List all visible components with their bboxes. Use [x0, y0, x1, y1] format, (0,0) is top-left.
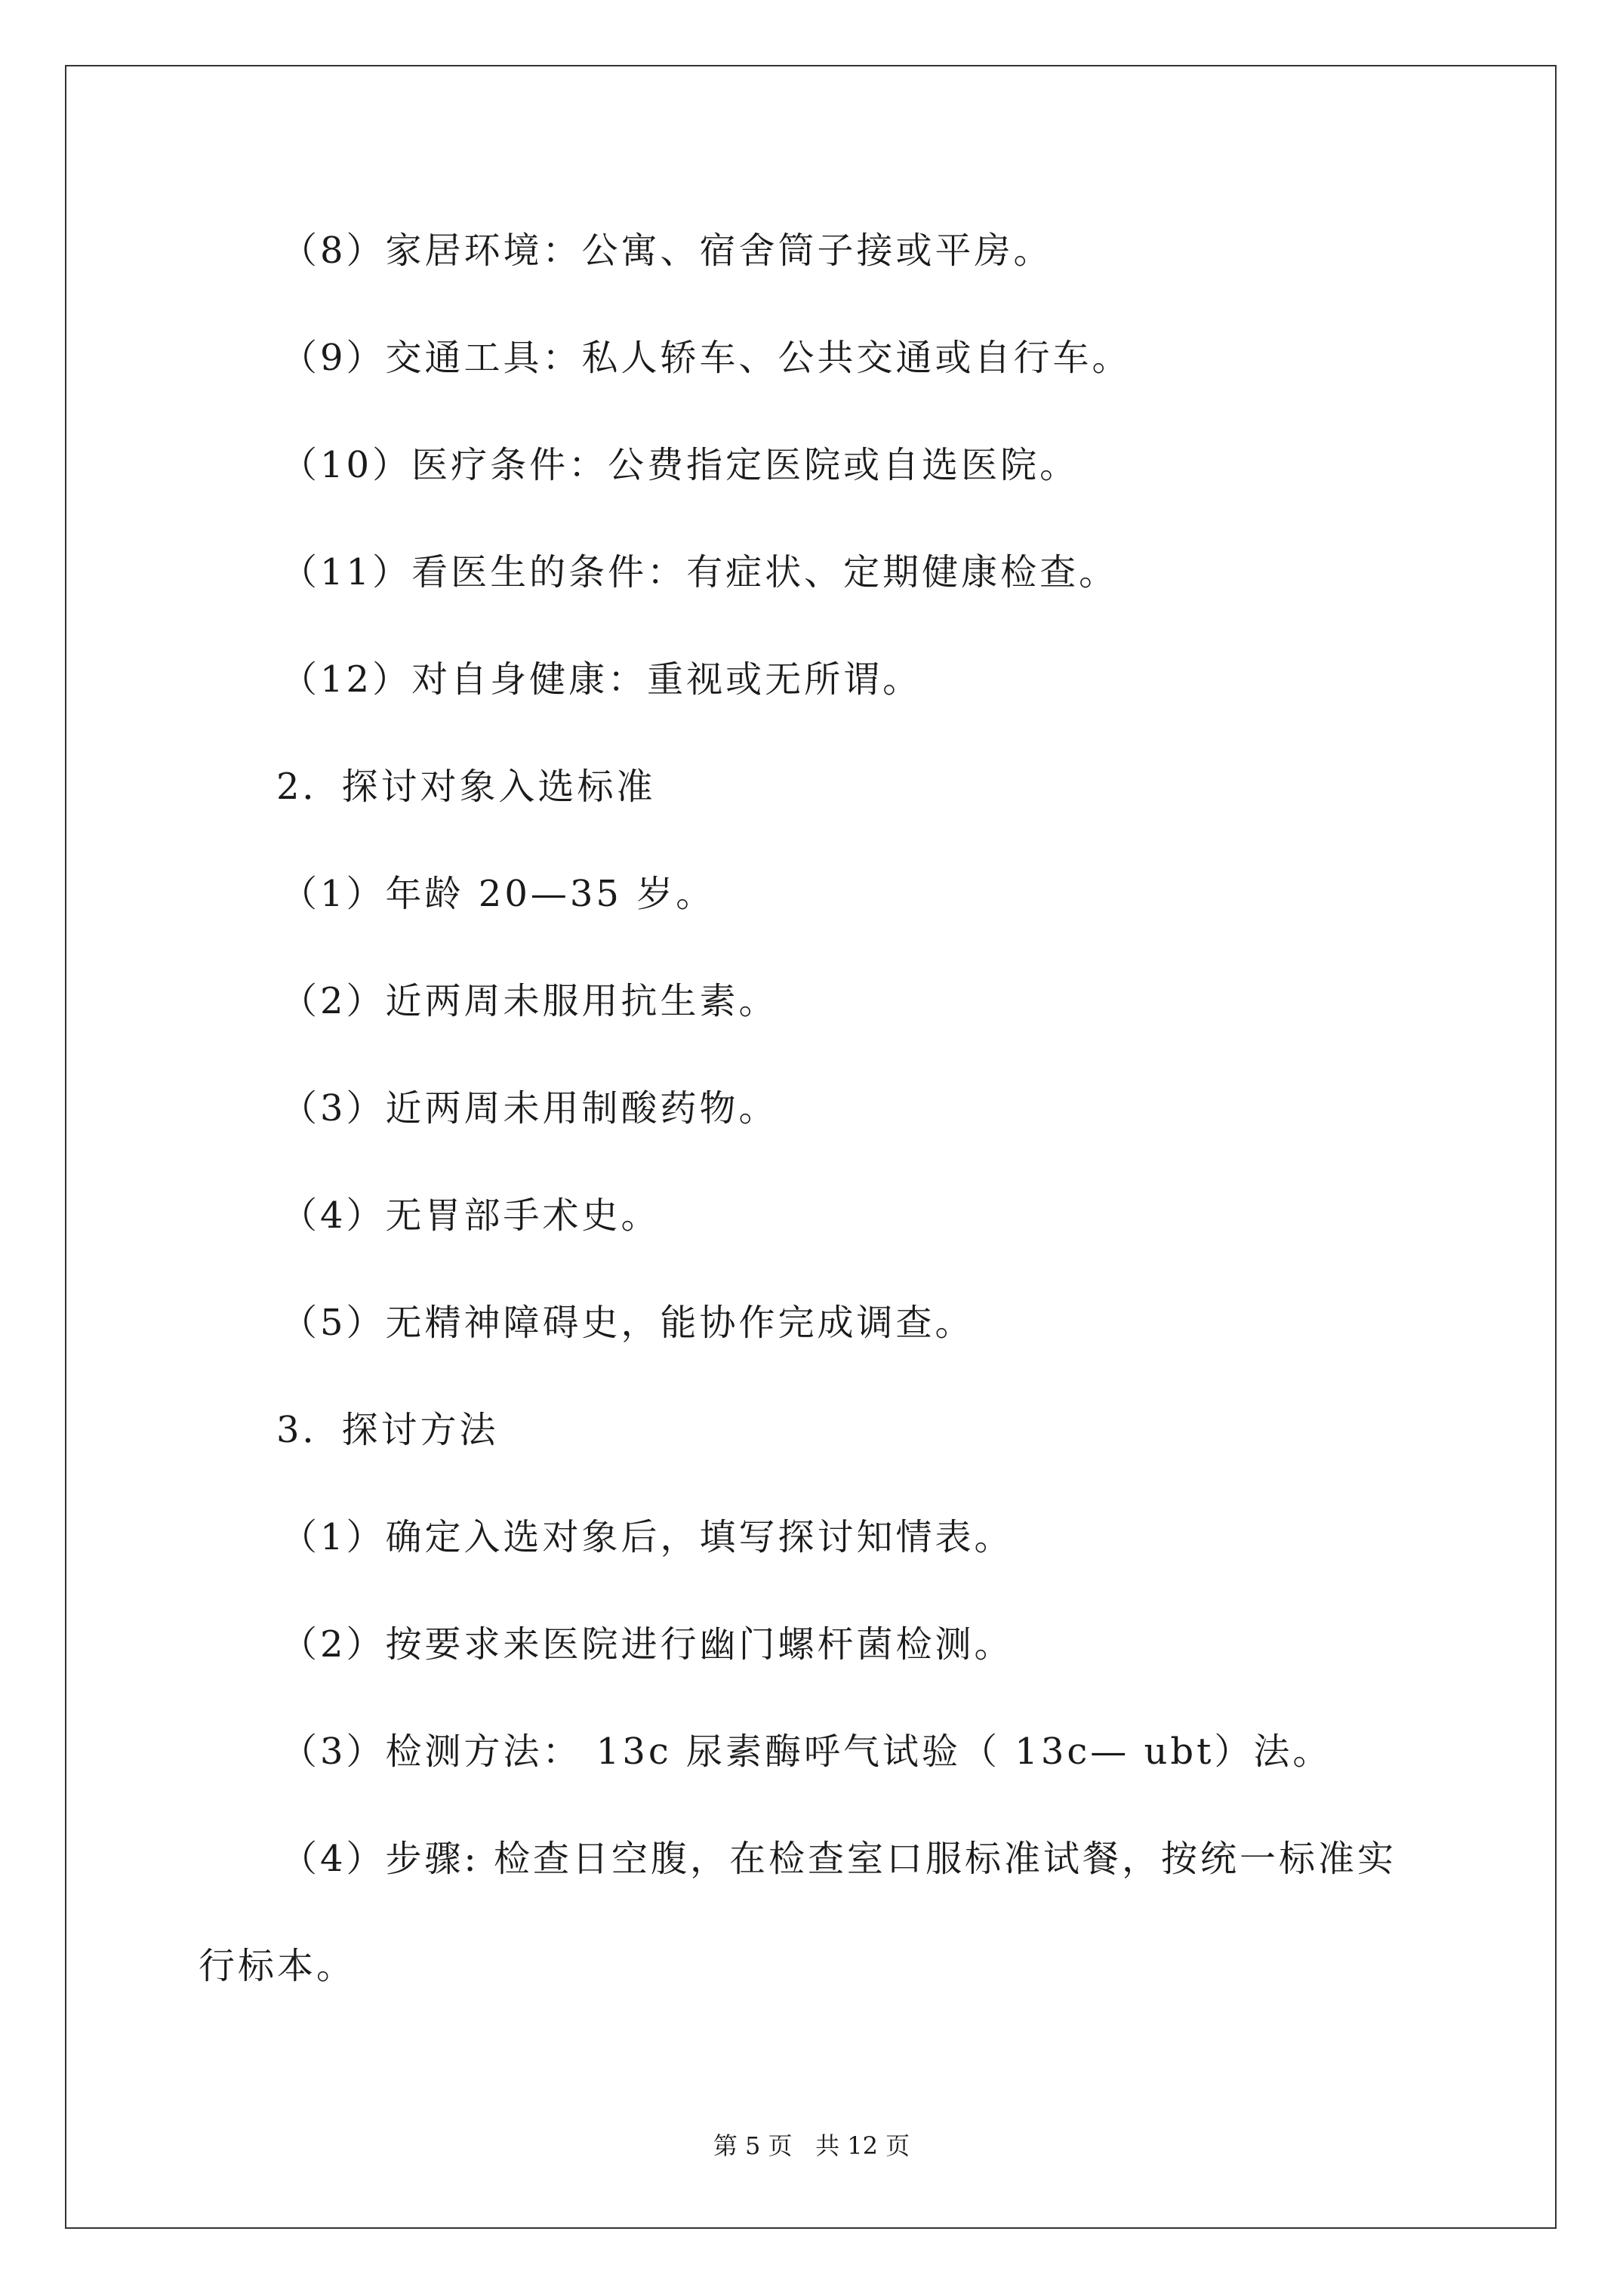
text-line-no-gastric-surgery: （4）无胃部手术史。: [281, 1194, 661, 1237]
page-border: [65, 65, 1557, 2229]
text-line-medical-conditions: （10）医疗条件：公费指定医院或自选医院。: [281, 444, 1079, 486]
text-line-hp-test: （2）按要求来医院进行幽门螺杆菌检测。: [281, 1623, 1014, 1666]
page-number: 第 5 页: [713, 2131, 793, 2160]
text-line-no-antacids: （3）近两周未用制酸药物。: [281, 1087, 778, 1130]
text-line-no-mental-disorder: （5）无精神障碍史，能协作完成调查。: [281, 1302, 975, 1344]
text-line-procedure: （4）步骤: 检查日空腹，在检查室口服标准试餐，按统一标准实: [281, 1838, 1397, 1880]
page-total: 共 12 页: [815, 2131, 910, 2160]
page-footer: [0, 2131, 1623, 2161]
text-line-test-method: （3）检测方法： 13c 尿素酶呼气试验（ 13c— ubt）法。: [281, 1730, 1332, 1773]
text-line-transportation: （9）交通工具：私人轿车、公共交通或自行车。: [281, 337, 1132, 379]
text-line-age: （1）年龄 20—35 岁。: [281, 873, 716, 915]
text-line-no-antibiotics: （2）近两周未服用抗生素。: [281, 980, 778, 1022]
text-line-health-attitude: （12）对自身健康：重视或无所谓。: [281, 658, 922, 701]
text-line-procedure-continued: 行标本。: [199, 1945, 356, 1987]
text-line-living-environment: （8）家居环境：公寓、宿舍筒子接或平房。: [281, 230, 1053, 272]
text-line-doctor-visit-conditions: （11）看医生的条件：有症状、定期健康检查。: [281, 551, 1119, 593]
section-heading-methods: 3．探讨方法: [276, 1409, 499, 1451]
section-heading-selection-criteria: 2．探讨对象入选标准: [276, 766, 656, 808]
text-line-consent-form: （1）确定入选对象后，填写探讨知情表。: [281, 1516, 1014, 1558]
